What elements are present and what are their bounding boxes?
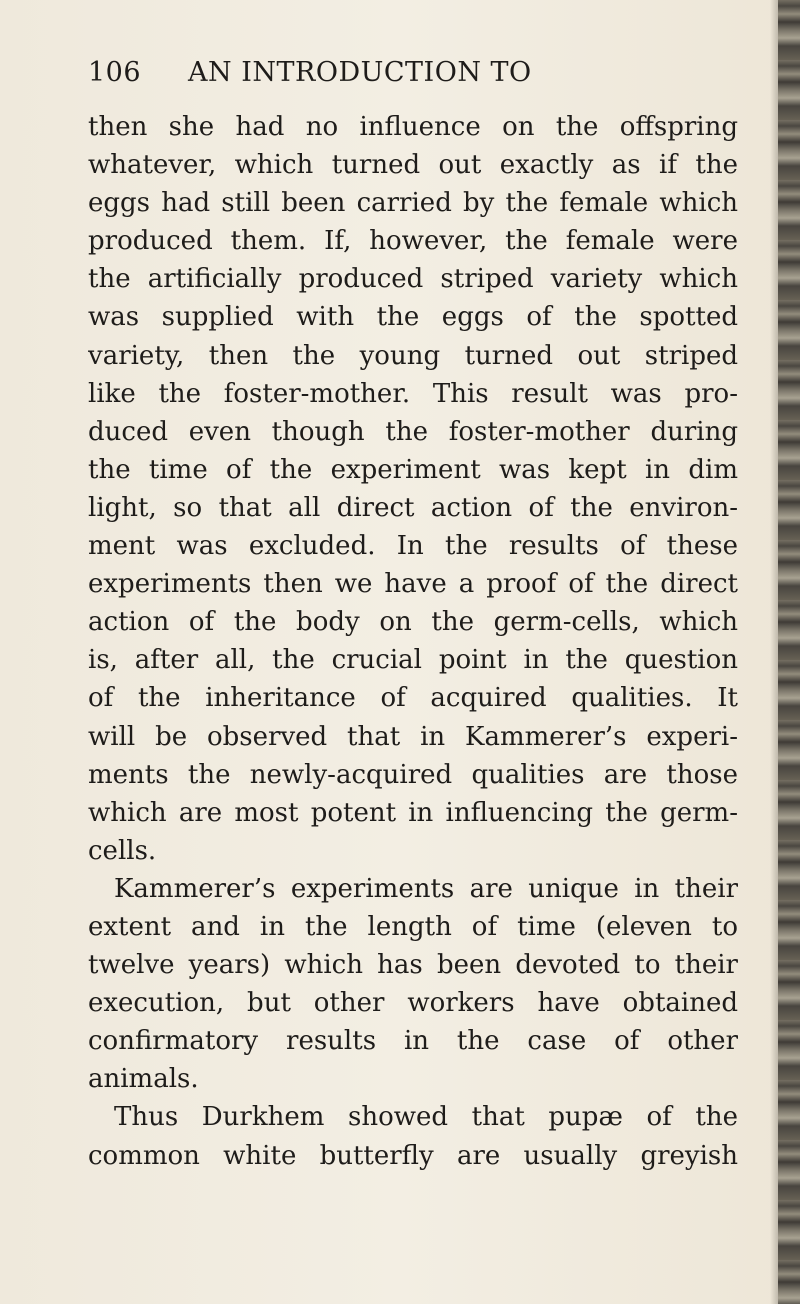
running-title: AN INTRODUCTION TO xyxy=(188,57,532,88)
page-header xyxy=(88,57,738,101)
text-line: whatever, which turned out exactly as if the xyxy=(88,150,738,181)
text-line: light, so that all direct action of the environ- xyxy=(88,492,738,523)
text-line: animals. xyxy=(88,1064,199,1095)
text-line: action of the body on the germ-cells, which xyxy=(88,607,738,638)
text-line: then she had no influence on the offspring xyxy=(88,112,738,142)
text-line: of the inheritance of acquired qualities. It xyxy=(88,683,738,714)
text-line: was supplied with the eggs of the spotted xyxy=(88,302,738,333)
body-text xyxy=(88,108,738,1175)
text-line: experiments then we have a proof of the direct xyxy=(88,569,738,600)
text-line: will be observed that in Kammerer’s experi- xyxy=(88,721,738,752)
text-line: twelve years) which has been devoted to their xyxy=(88,950,738,981)
text-line: like the foster-mother. This result was pro- xyxy=(88,378,738,409)
text-line: produced them. If, however, the female were xyxy=(88,226,738,257)
text-line: eggs had still been carried by the female which xyxy=(88,188,738,219)
page-edge xyxy=(778,0,800,1304)
text-line: Thus Durkhem showed that pupæ of the xyxy=(114,1102,738,1133)
text-line: the artificially produced striped variety which xyxy=(88,264,738,295)
text-line: is, after all, the crucial point in the question xyxy=(88,645,738,676)
text-line: confirmatory results in the case of other xyxy=(88,1026,738,1057)
text-line: which are most potent in influencing the germ- xyxy=(88,797,738,828)
text-line: the time of the experiment was kept in dim xyxy=(88,454,738,485)
text-line: extent and in the length of time (eleven to xyxy=(88,911,738,942)
text-line: ment was excluded. In the results of these xyxy=(88,531,738,562)
text-line: duced even though the foster-mother during xyxy=(88,416,738,447)
text-line: variety, then the young turned out striped xyxy=(88,340,738,371)
text-line: cells. xyxy=(88,835,157,866)
text-line: Kammerer’s experiments are unique in their xyxy=(114,873,738,904)
page-number: 106 xyxy=(88,57,142,88)
text-line: common white butterfly are usually greyish xyxy=(88,1140,738,1171)
text-line: ments the newly-acquired qualities are those xyxy=(88,759,738,790)
text-line: execution, but other workers have obtained xyxy=(88,988,738,1019)
page-edge-shadow xyxy=(770,0,778,1304)
